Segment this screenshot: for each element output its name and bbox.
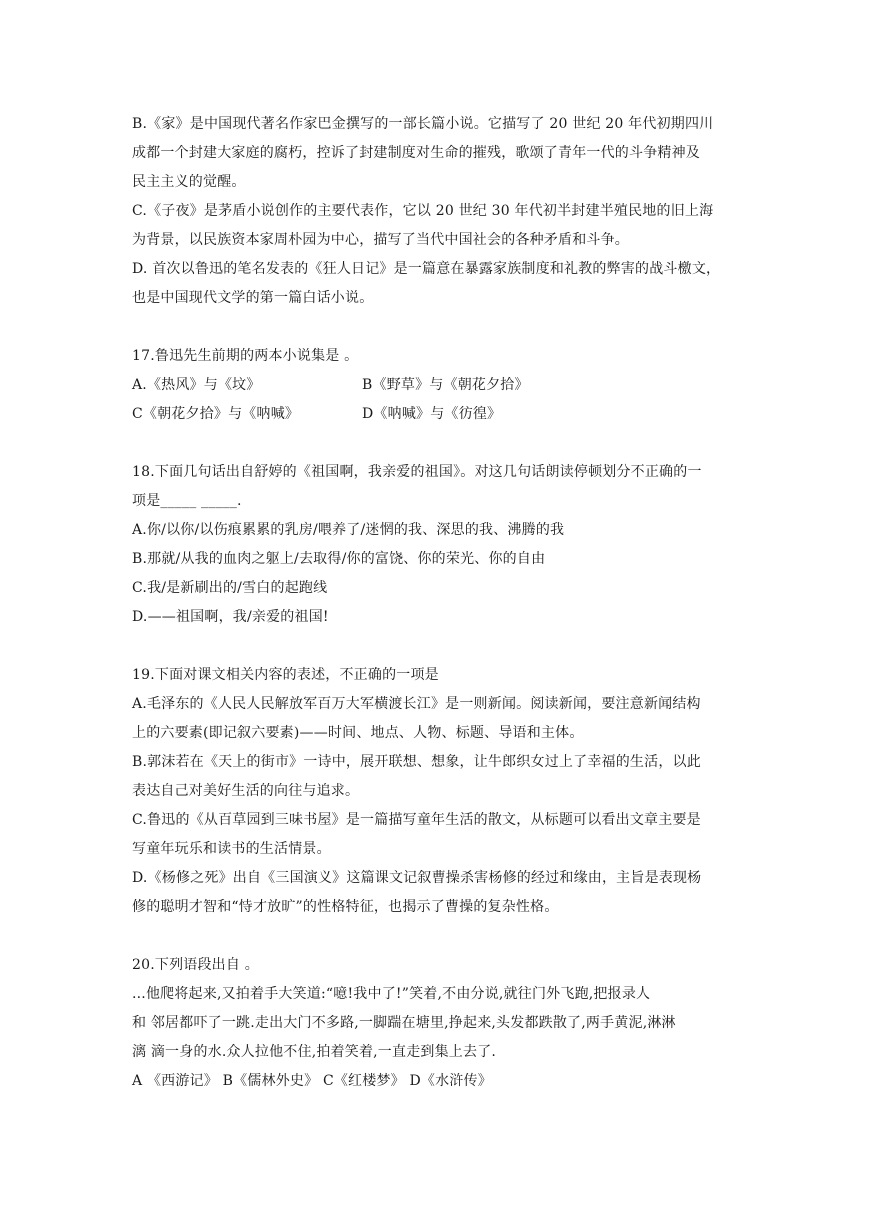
spacer: [132, 922, 772, 951]
spacer: [132, 313, 772, 342]
option-b: 表达自己对美好生活的向往与追求。: [132, 783, 360, 799]
document-page: [132, 110, 772, 1096]
question-stem: 19.下面对课文相关内容的表述，不正确的一项是: [132, 667, 439, 683]
question-stem: 项是_____ _____.: [132, 493, 242, 509]
option-b: B.郭沫若在《天上的街市》一诗中，展开联想、想象，让牛郎织女过上了幸福的生活，以此: [132, 754, 701, 770]
passage-line: 漓 滴一身的水.众人拉他不住,拍着笑着,一直走到集上去了.: [132, 1044, 497, 1060]
option-a: A.毛泽东的《人民人民解放军百万大军横渡长江》是一则新闻。阅读新闻，要注意新闻结构: [132, 696, 701, 712]
text-line: C.《子夜》是茅盾小说创作的主要代表作，它以 20 世纪 30 年代初半封建半殖民地的旧上海: [132, 203, 714, 219]
question-stem: 18.下面几句话出自舒婷的《祖国啊，我亲爱的祖国》。对这几句话朗读停顿划分不正确的一: [132, 464, 702, 480]
options-line: A 《西游记》 B《儒林外史》 C《红楼梦》 D《水浒传》: [132, 1073, 492, 1089]
spacer: [132, 632, 772, 661]
text-line: 成都一个封建大家庭的腐朽，控诉了封建制度对生命的摧残，歌颂了青年一代的斗争精神及: [132, 145, 700, 161]
option-d: 修的聪明才智和“恃才放旷”的性格特征，也揭示了曹操的复杂性格。: [132, 899, 559, 915]
question-19: [132, 661, 772, 922]
spacer: [132, 429, 772, 458]
option-d: D《呐喊》与《彷徨》: [362, 406, 502, 422]
option-a: 上的六要素(即记叙六要素)——时间、地点、人物、标题、导语和主体。: [132, 725, 584, 741]
text-line: D. 首次以鲁迅的笔名发表的《狂人日记》是一篇意在暴露家族制度和礼教的弊害的战斗檄文，: [132, 261, 721, 277]
text-line: B.《家》是中国现代著名作家巴金撰写的一部长篇小说。它描写了 20 世纪 20 年代初期四川: [132, 116, 714, 132]
option-d: D.《杨修之死》出自《三国演义》这篇课文记叙曹操杀害杨修的经过和缘由，主旨是表现杨: [132, 870, 702, 886]
text-line: 也是中国现代文学的第一篇白话小说。: [132, 290, 374, 306]
passage-line: ...他爬将起来,又拍着手大笑道:“噫!我中了!”笑着,不由分说,就往门外飞跑,把报录人: [132, 986, 651, 1002]
question-stem: 20.下列语段出自 。: [132, 957, 259, 973]
question-18: [132, 458, 772, 632]
text-line: 民主主义的觉醒。: [132, 174, 246, 190]
question-stem: 17.鲁迅先生前期的两本小说集是 。: [132, 348, 359, 364]
option-b: B.那就/从我的血肉之躯上/去取得/你的富饶、你的荣光、你的自由: [132, 551, 546, 567]
option-d: D.——祖国啊，我/亲爱的祖国!: [132, 609, 329, 625]
text-line: 为背景，以民族资本家周朴园为中心，描写了当代中国社会的各种矛盾和斗争。: [132, 232, 629, 248]
option-row: [132, 371, 772, 400]
question-20: [132, 951, 772, 1096]
question-17: [132, 342, 772, 429]
option-a: A.《热风》与《坟》: [132, 377, 261, 393]
option-a: A.你/以你/以伤痕累累的乳房/喂养了/迷惘的我、深思的我、沸腾的我: [132, 522, 565, 538]
option-c: C.鲁迅的《从百草园到三味书屋》是一篇描写童年生活的散文，从标题可以看出文章主要是: [132, 812, 701, 828]
option-c: 写童年玩乐和读书的生活情景。: [132, 841, 331, 857]
passage-line: 和 邻居都吓了一跳.走出大门不多路,一脚踹在塘里,挣起来,头发都跌散了,两手黄泥,淋淋: [132, 1015, 676, 1031]
option-c: C.我/是新刷出的/雪白的起跑线: [132, 580, 328, 596]
option-c: C《朝花夕拾》与《呐喊》: [132, 406, 300, 422]
option-row: [132, 400, 772, 429]
option-b: B《野草》与《朝花夕拾》: [362, 377, 529, 393]
question-16-options: [132, 110, 772, 313]
